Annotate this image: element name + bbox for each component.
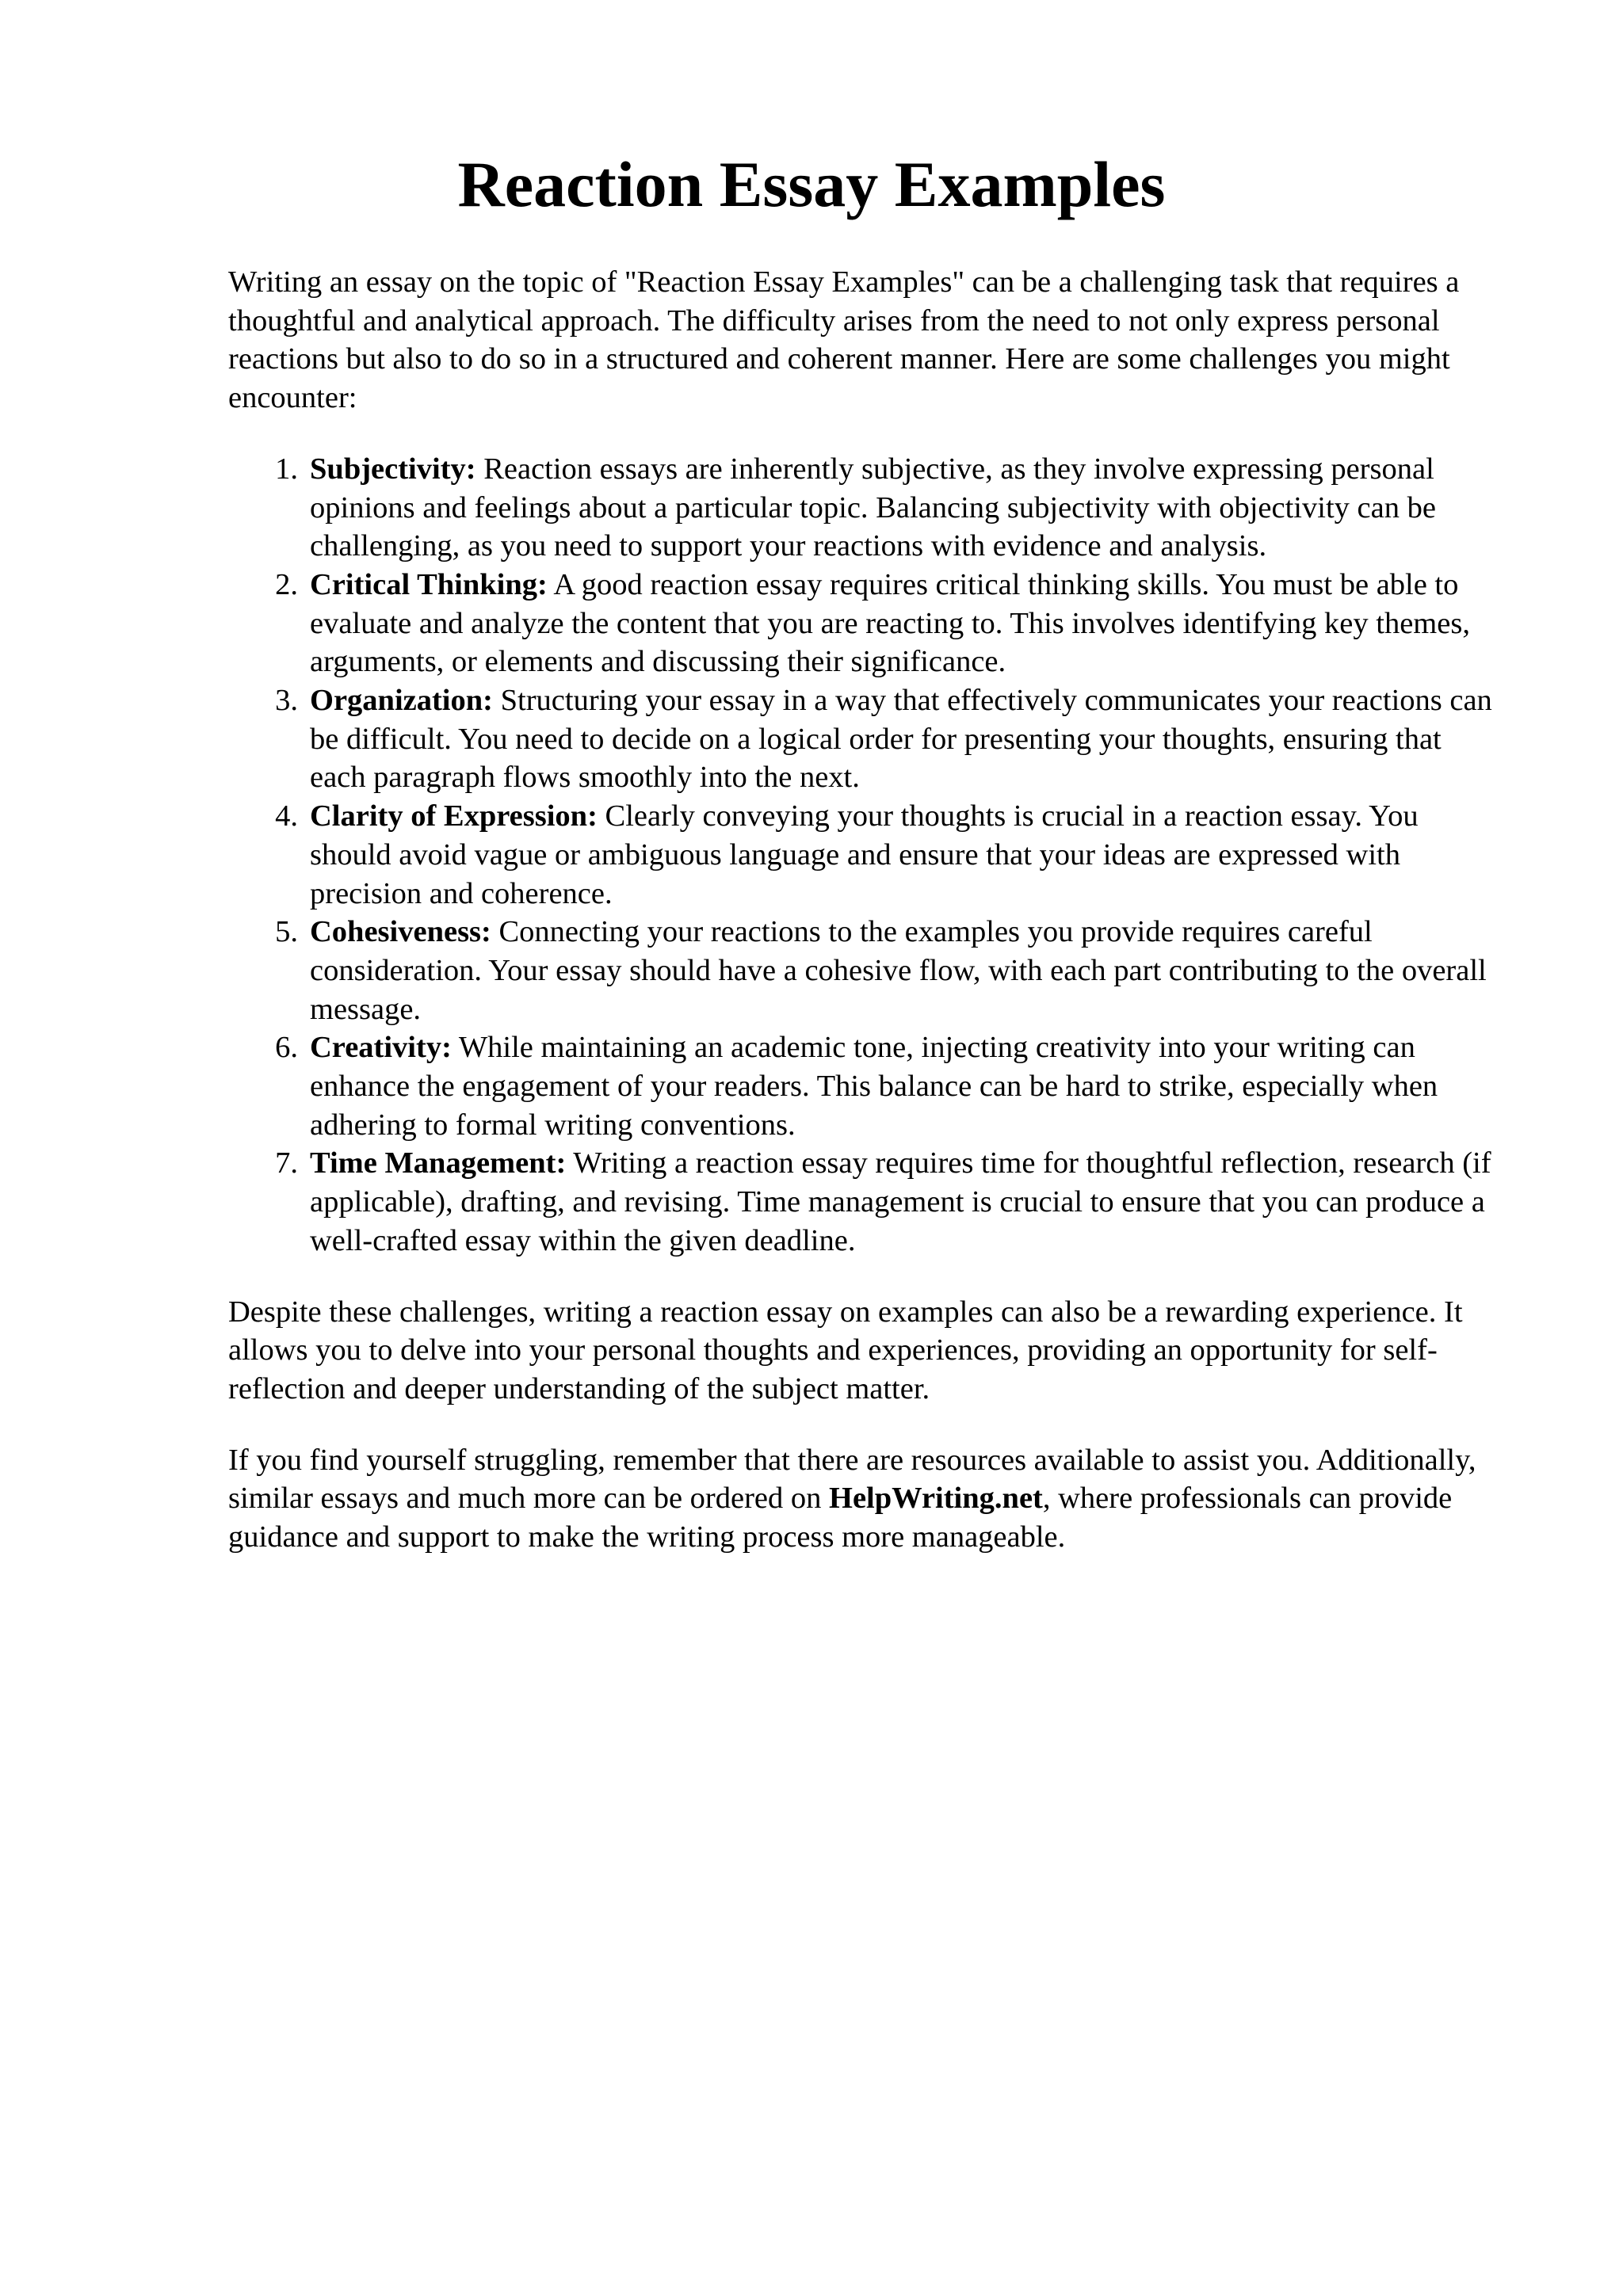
site-name: HelpWriting.net	[829, 1482, 1043, 1516]
list-item-term: Organization:	[310, 684, 493, 718]
list-item-text: A good reaction essay requires critical thinking skills. You must be able to evaluate and analyze the content that you are reacting to. This involves identifying key themes, arguments, or elements and discussing their significance.	[310, 567, 1470, 679]
list-item-term: Creativity:	[310, 1031, 452, 1065]
list-item-text: Reaction essays are inherently subjective, as they involve expressing personal opinions and feelings about a particular topic. Balancing subjectivity with objectivity can be challenging, as you need to support your reactions with evidence and analysis.	[310, 452, 1436, 563]
list-item-number: 6.	[275, 1031, 298, 1065]
list-item-term: Cohesiveness:	[310, 915, 491, 949]
list-item-term: Subjectivity:	[310, 452, 476, 486]
document-body	[228, 263, 1496, 1557]
list-item-term: Critical Thinking:	[310, 567, 548, 601]
despite-paragraph: Despite these challenges, writing a reaction essay on examples can also be a rewarding experience. It allows you to delve into your personal thoughts and experiences, providing an opportunity for self-reflection and deeper understanding of the subject matter.	[228, 1295, 1463, 1405]
spacer	[228, 418, 1496, 450]
intro-paragraph: Writing an essay on the topic of "Reaction Essay Examples" can be a challenging task that requires a thoughtful and analytical approach. The difficulty arises from the need to not only express personal reactions but also to do so in a structured and coherent manner. Here are some challenges you might encounter:	[228, 265, 1460, 415]
list-item	[228, 1144, 1496, 1260]
list-item-number: 2.	[275, 567, 298, 601]
list-item	[228, 797, 1496, 913]
list-item-number: 5.	[275, 915, 298, 949]
list-item-text: Writing a reaction essay requires time for thoughtful reflection, research (if applicable), drafting, and revising. Time management is crucial to ensure that you can produce a well-crafted essay within the given deadline.	[310, 1146, 1491, 1257]
list-item-text: Connecting your reactions to the examples you provide requires careful consideration. Your essay should have a cohesive flow, with each part contributing to the overall message.	[310, 915, 1487, 1026]
list-item-number: 3.	[275, 684, 298, 718]
list-item	[228, 566, 1496, 681]
page-title: Reaction Essay Examples	[457, 148, 1166, 220]
list-item-text: Clearly conveying your thoughts is crucial in a reaction essay. You should avoid vague or ambiguous language and ensure that your ideas are expressed with precision and coherence.	[310, 799, 1419, 910]
list-item	[228, 681, 1496, 797]
closing-text-before: If you find yourself struggling, remember that there are resources available to assist you. Additionally, similar essays and much more can be ordered on	[228, 1443, 1476, 1516]
spacer	[228, 1409, 1496, 1441]
closing-text-after: , where professionals can provide guidance and support to make the writing process more manageable.	[228, 1482, 1453, 1554]
list-item	[228, 913, 1496, 1028]
challenges-list	[228, 450, 1496, 1261]
list-item-term: Clarity of Expression:	[310, 799, 598, 833]
spacer	[228, 1261, 1496, 1293]
list-item-number: 1.	[275, 452, 298, 486]
list-item-text: Structuring your essay in a way that effectively communicates your reactions can be difficult. You need to decide on a logical order for presenting your thoughts, ensuring that each paragraph flows smoothly into the next.	[310, 684, 1492, 795]
list-item-text: While maintaining an academic tone, injecting creativity into your writing can enhance the engagement of your readers. This balance can be hard to strike, especially when adhering to formal writing conventions.	[310, 1031, 1438, 1142]
list-item-term: Time Management:	[310, 1146, 567, 1180]
list-item	[228, 450, 1496, 566]
closing-paragraph	[228, 1441, 1496, 1557]
list-item	[228, 1028, 1496, 1144]
list-item-number: 7.	[275, 1146, 298, 1180]
list-item-number: 4.	[275, 799, 298, 833]
